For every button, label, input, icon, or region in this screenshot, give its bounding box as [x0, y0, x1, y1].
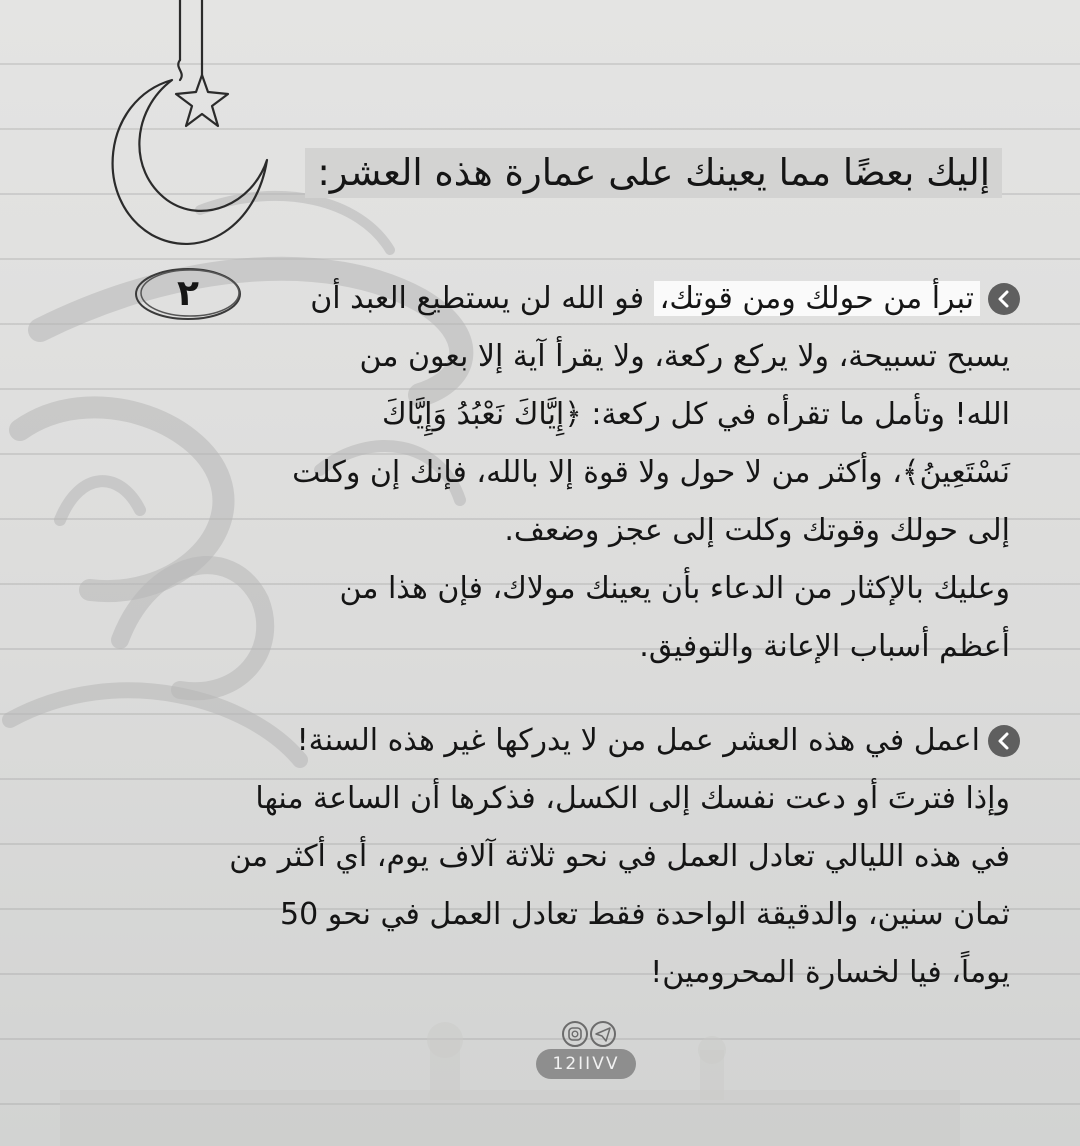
tip-line: وإذا فترتَ أو دعت نفسك إلى الكسل، فذكرها أن الساعة منها: [255, 781, 1010, 816]
chevron-bullet-icon: [988, 283, 1020, 315]
section-number: ٢: [177, 273, 199, 314]
crescent-moon-icon: [82, 0, 282, 260]
watermark: [536, 1018, 636, 1080]
tip-paragraph-continued: [292, 328, 1010, 676]
social-icons: [561, 1020, 617, 1048]
tip-line: أعظم أسباب الإعانة والتوفيق.: [639, 629, 1010, 664]
tip-line: إلى حولك وقوتك وكلت إلى عجز وضعف.: [504, 513, 1010, 548]
tip-line: يوماً، فيا لخسارة المحرومين!: [650, 955, 1010, 990]
tip-paragraph-continued: [229, 770, 1010, 1002]
telegram-icon: [591, 1022, 615, 1046]
instagram-icon: [563, 1022, 587, 1046]
tip-line: يسبح تسبيحة، ولا يركع ركعة، ولا يقرأ آية إلا بعون من: [359, 339, 1010, 374]
tip-line: نَسْتَعِينُ﴾، وأكثر من لا حول ولا قوة إلا بالله، فإنك إن وكلت: [292, 455, 1010, 490]
tip-line: وعليك بالإكثار من الدعاء بأن يعينك مولاك، فإن هذا من: [339, 571, 1010, 606]
tip-paragraph: [310, 270, 980, 328]
section-number-badge: [132, 266, 244, 322]
watermark-handle: 12IIVV: [536, 1049, 636, 1079]
tip-line: في هذه الليالي تعادل العمل في نحو ثلاثة آلاف يوم، أي أكثر من: [229, 839, 1010, 874]
tip-line: اعمل في هذه العشر عمل من لا يدركها غير هذه السنة!: [296, 723, 980, 758]
chevron-bullet-icon: [988, 725, 1020, 757]
tip-paragraph: [297, 712, 980, 770]
tip-line: ثمان سنين، والدقيقة الواحدة فقط تعادل العمل في نحو 50: [279, 897, 1010, 932]
tip-line: الله! وتأمل ما تقرأه في كل ركعة: ﴿إِيَّاكَ نَعْبُدُ وَإِيَّاكَ: [381, 397, 1010, 432]
highlighted-text: تبرأ من حولك ومن قوتك،: [654, 281, 980, 316]
page-title: إليك بعضًا مما يعينك على عمارة هذه العشر:: [305, 148, 1002, 198]
tip-line: تبرأ من حولك ومن قوتك، فو الله لن يستطيع العبد أن: [310, 270, 980, 328]
